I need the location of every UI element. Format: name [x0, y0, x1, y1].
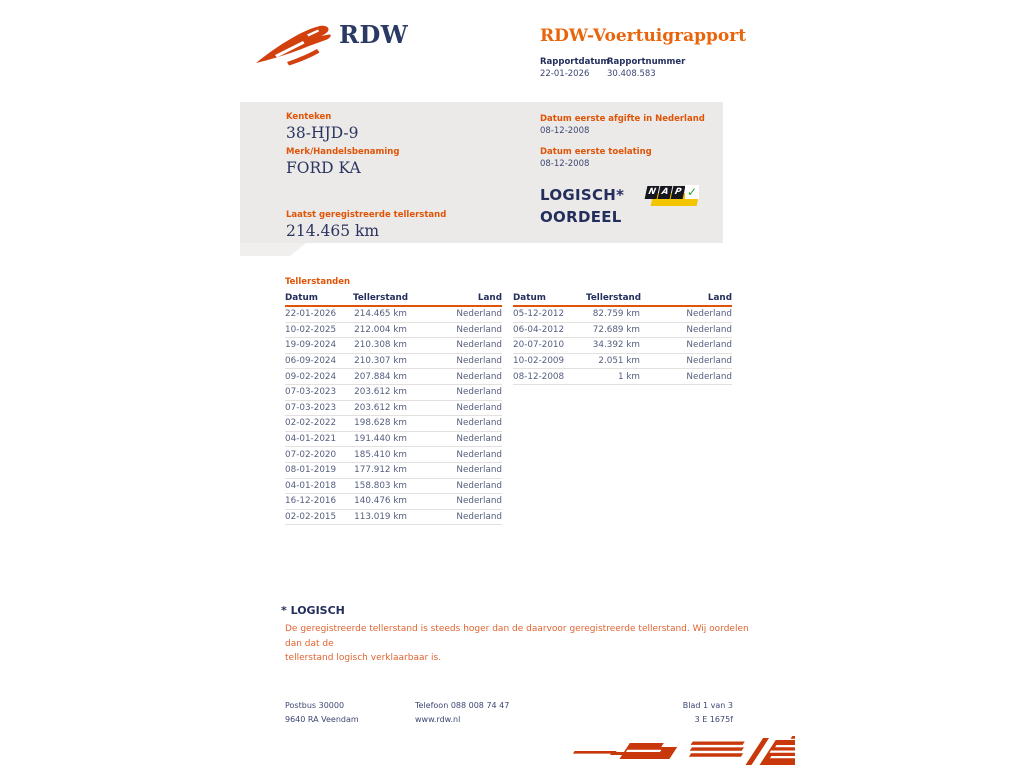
- rdw-bird-logo-icon: [253, 22, 335, 70]
- rdw-stripes-graphic-icon: [543, 735, 795, 768]
- nap-check-icon: ✓: [686, 185, 698, 199]
- nap-letter-a: A: [658, 186, 673, 199]
- footnote-title: * LOGISCH: [281, 604, 345, 617]
- table-cell-datum: 04-01-2021: [285, 434, 337, 445]
- table-cell-stand: 214.465 km: [354, 309, 407, 320]
- table-row: [513, 307, 732, 323]
- table-cell-datum: 10-02-2009: [513, 356, 565, 367]
- table-cell-land: Nederland: [456, 340, 502, 351]
- header-datum: Datum: [285, 293, 318, 303]
- table-row: [285, 416, 502, 432]
- table-row: [285, 369, 502, 385]
- field-eerste-toelating: [540, 147, 652, 169]
- table-cell-stand: 158.803 km: [354, 480, 407, 491]
- merk-label: Merk/Handelsbenaming: [286, 147, 400, 157]
- laatste-tellerstand-value: 214.465 km: [286, 222, 380, 240]
- table-row: [285, 447, 502, 463]
- report-date-value: 22-01-2026: [540, 69, 590, 79]
- table-cell-land: Nederland: [456, 465, 502, 476]
- field-kenteken: [286, 112, 359, 142]
- table-cell-stand: 140.476 km: [354, 496, 407, 507]
- header-land: Land: [707, 293, 732, 303]
- footnote-text: [285, 622, 755, 666]
- table-cell-datum: 08-01-2019: [285, 465, 337, 476]
- table-row: [285, 385, 502, 401]
- table-cell-datum: 07-03-2023: [285, 387, 337, 398]
- table-cell-stand: 34.392 km: [592, 340, 640, 351]
- table-cell-datum: 02-02-2022: [285, 418, 337, 429]
- header-datum: Datum: [513, 293, 546, 303]
- table-cell-stand: 210.308 km: [354, 340, 407, 351]
- header-tellerstand: Tellerstand: [586, 293, 642, 303]
- report-number-value: 30.408.583: [607, 69, 656, 79]
- table-row: [285, 432, 502, 448]
- header-tellerstand: Tellerstand: [353, 293, 409, 303]
- table-cell-stand: 212.004 km: [354, 324, 407, 335]
- table-row: [285, 463, 502, 479]
- table-cell-stand: 82.759 km: [592, 309, 640, 320]
- table-row: [285, 307, 502, 323]
- table-cell-stand: 191.440 km: [354, 434, 407, 445]
- table-cell-stand: 113.019 km: [354, 512, 407, 523]
- table-cell-land: Nederland: [686, 340, 732, 351]
- table-body-left: [285, 307, 502, 525]
- footer-page-info: [633, 699, 733, 727]
- table-cell-datum: 07-03-2023: [285, 402, 337, 413]
- footnote-line2: tellerstand logisch verklaarbaar is.: [285, 653, 442, 663]
- vehicle-info-box-tab: [240, 243, 306, 256]
- table-row: [285, 510, 502, 526]
- header-land: Land: [477, 293, 502, 303]
- table-cell-datum: 16-12-2016: [285, 496, 337, 507]
- document-title: RDW-Voertuigrapport: [540, 26, 747, 46]
- table-cell-datum: 20-07-2010: [513, 340, 565, 351]
- table-cell-stand: 72.689 km: [592, 324, 640, 335]
- footer-address-line2: 9640 RA Veendam: [285, 715, 359, 724]
- table-cell-stand: 2.051 km: [598, 356, 640, 367]
- table-cell-datum: 06-09-2024: [285, 356, 337, 367]
- oordeel-line1: LOGISCH*: [540, 186, 625, 204]
- eerste-afgifte-value: 08-12-2008: [540, 126, 590, 136]
- table-cell-land: Nederland: [456, 387, 502, 398]
- field-eerste-afgifte: [540, 114, 705, 136]
- table-cell-land: Nederland: [456, 402, 502, 413]
- table-row: [285, 401, 502, 417]
- table-cell-datum: 02-02-2015: [285, 512, 337, 523]
- table-cell-datum: 07-02-2020: [285, 449, 337, 460]
- report-number-label: Rapportnummer: [607, 57, 686, 67]
- table-cell-datum: 04-01-2018: [285, 480, 337, 491]
- table-cell-datum: 22-01-2026: [285, 309, 337, 320]
- footer-phone: Telefoon 088 008 74 47: [415, 701, 510, 710]
- table-cell-land: Nederland: [456, 309, 502, 320]
- table-cell-land: Nederland: [456, 356, 502, 367]
- table-cell-datum: 06-04-2012: [513, 324, 565, 335]
- eerste-afgifte-label: Datum eerste afgifte in Nederland: [540, 114, 705, 124]
- merk-value: FORD KA: [286, 159, 361, 177]
- table-cell-land: Nederland: [456, 371, 502, 382]
- table-cell-stand: 198.628 km: [354, 418, 407, 429]
- table-body-right: [513, 307, 732, 385]
- oordeel-text: [540, 184, 624, 228]
- table-cell-stand: 203.612 km: [354, 387, 407, 398]
- table-header-row: [285, 291, 502, 307]
- nap-letter-p: P: [671, 186, 686, 199]
- table-row: [285, 494, 502, 510]
- footer-address-line1: Postbus 30000: [285, 701, 345, 710]
- rdw-wordmark: RDW: [339, 20, 409, 49]
- table-cell-stand: 185.410 km: [354, 449, 407, 460]
- table-cell-stand: 210.307 km: [354, 356, 407, 367]
- table-cell-stand: 203.612 km: [354, 402, 407, 413]
- oordeel-line2: OORDEEL: [540, 208, 622, 226]
- eerste-toelating-value: 08-12-2008: [540, 159, 590, 169]
- laatste-tellerstand-label: Laatst geregistreerde tellerstand: [286, 210, 447, 220]
- table-cell-land: Nederland: [456, 480, 502, 491]
- tellerstanden-table-left: [285, 291, 502, 525]
- table-row: [513, 354, 732, 370]
- report-date-label: Rapportdatum: [540, 57, 610, 67]
- table-cell-land: Nederland: [456, 434, 502, 445]
- table-header-row: [513, 291, 732, 307]
- table-row: [285, 338, 502, 354]
- table-row: [513, 323, 732, 339]
- table-row: [513, 338, 732, 354]
- table-cell-stand: 1 km: [617, 371, 640, 382]
- table-cell-land: Nederland: [686, 324, 732, 335]
- table-cell-datum: 08-12-2008: [513, 371, 565, 382]
- field-merk: [286, 147, 399, 177]
- table-cell-datum: 09-02-2024: [285, 371, 337, 382]
- table-cell-land: Nederland: [456, 512, 502, 523]
- nap-logo-icon: [646, 184, 700, 211]
- table-cell-datum: 05-12-2012: [513, 309, 565, 320]
- tellerstanden-title: Tellerstanden: [285, 277, 351, 287]
- footer-website: www.rdw.nl: [415, 715, 461, 724]
- table-cell-datum: 19-09-2024: [285, 340, 337, 351]
- footer-contact: [415, 699, 509, 727]
- table-row: [285, 323, 502, 339]
- table-cell-stand: 207.884 km: [354, 371, 407, 382]
- table-cell-land: Nederland: [456, 496, 502, 507]
- footnote-line1: De geregistreerde tellerstand is steeds hoger dan de daarvoor geregistreerde tellerstand. Wij oordelen dan dat de: [285, 624, 749, 649]
- table-cell-land: Nederland: [686, 356, 732, 367]
- nap-letter-n: N: [645, 186, 660, 199]
- table-cell-land: Nederland: [686, 309, 732, 320]
- field-laatste-tellerstand: [286, 210, 446, 240]
- kenteken-value: 38-HJD-9: [286, 124, 359, 142]
- table-cell-land: Nederland: [456, 324, 502, 335]
- footer-page-number: Blad 1 van 3: [682, 701, 733, 710]
- table-row: [513, 369, 732, 385]
- table-cell-land: Nederland: [686, 371, 732, 382]
- table-row: [285, 354, 502, 370]
- table-row: [285, 479, 502, 495]
- table-cell-land: Nederland: [456, 449, 502, 460]
- table-cell-datum: 10-02-2025: [285, 324, 337, 335]
- footer-form-code: 3 E 1675f: [694, 715, 733, 724]
- eerste-toelating-label: Datum eerste toelating: [540, 147, 652, 157]
- kenteken-label: Kenteken: [286, 112, 332, 122]
- table-cell-stand: 177.912 km: [354, 465, 407, 476]
- table-cell-land: Nederland: [456, 418, 502, 429]
- footer-address: [285, 699, 359, 727]
- tellerstanden-table-right: [513, 291, 732, 385]
